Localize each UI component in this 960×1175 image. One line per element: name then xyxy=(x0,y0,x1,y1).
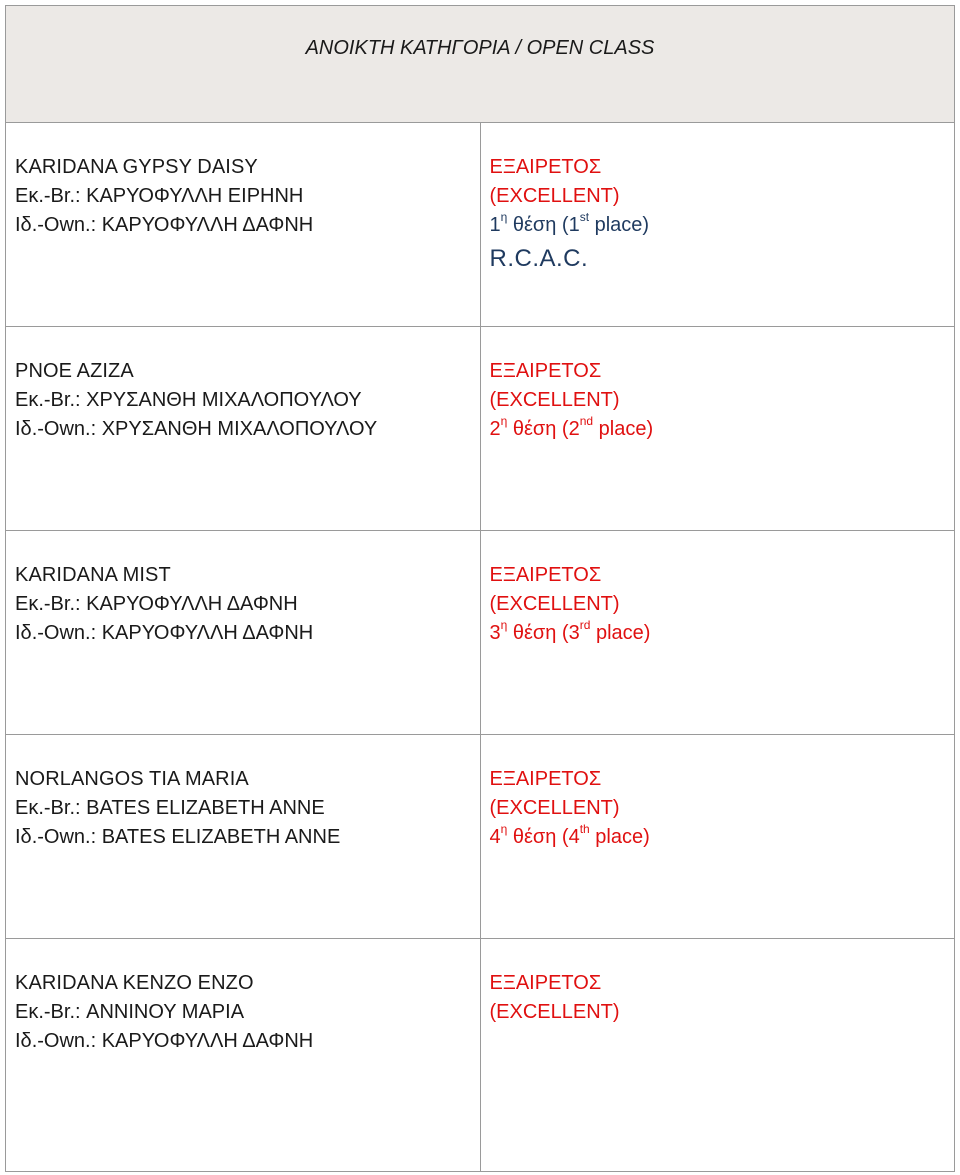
grade-greek: ΕΞΑΙΡΕΤΟΣ xyxy=(489,564,602,586)
place-suffix-greek: η xyxy=(500,414,508,429)
place-suffix-greek: η xyxy=(500,822,508,837)
placement xyxy=(490,415,955,444)
dog-info-cell xyxy=(6,123,481,327)
grade-english: (EXCELLENT) xyxy=(489,593,620,615)
owner-line: Ιδ.-Own.: ΧΡΥΣΑΝΘΗ ΜΙΧΑΛΟΠΟΥΛΟΥ xyxy=(15,418,378,440)
class-title: ΑΝΟΙΚΤΗ ΚΑΤΗΓΟΡΙΑ / OPEN CLASS xyxy=(305,36,655,59)
dog-name: KARIDANA MIST xyxy=(15,564,171,586)
place-number: 2 xyxy=(489,418,501,440)
table-row xyxy=(6,123,955,327)
table-row xyxy=(6,735,955,939)
breeder-line: Εκ.-Br.: ΑΝΝΙΝΟΥ ΜΑΡΙΑ xyxy=(15,1001,245,1023)
dog-info-cell xyxy=(6,327,481,531)
place-tail: place) xyxy=(593,418,654,440)
place-word: θέση (1 xyxy=(507,214,580,236)
result-cell xyxy=(480,327,955,531)
owner-line: Ιδ.-Own.: ΚΑΡΥΟΦΥΛΛΗ ΔΑΦΝΗ xyxy=(15,1030,314,1052)
place-suffix-english: st xyxy=(579,210,590,225)
dog-name: NORLANGOS TIA MARIA xyxy=(15,768,249,790)
place-tail: place) xyxy=(589,826,650,848)
table-row xyxy=(6,939,955,1172)
breeder-line: Εκ.-Br.: BATES ELIZABETH ANNE xyxy=(15,797,325,819)
result-cell xyxy=(480,123,955,327)
place-word: θέση (4 xyxy=(507,826,580,848)
table-row xyxy=(6,531,955,735)
grade-english: (EXCELLENT) xyxy=(489,389,620,411)
place-suffix-greek: η xyxy=(500,618,508,633)
award-title: R.C.A.C. xyxy=(489,245,589,272)
grade-english: (EXCELLENT) xyxy=(489,797,620,819)
placement xyxy=(490,823,955,852)
grade-greek: ΕΞΑΙΡΕΤΟΣ xyxy=(489,768,602,790)
place-word: θέση (3 xyxy=(507,622,580,644)
placement xyxy=(490,619,955,648)
place-suffix-english: th xyxy=(579,822,590,837)
dog-name: KARIDANA GYPSY DAISY xyxy=(15,156,258,178)
class-header xyxy=(6,6,955,123)
result-cell xyxy=(480,939,955,1172)
place-tail: place) xyxy=(589,214,650,236)
result-cell xyxy=(480,735,955,939)
result-cell xyxy=(480,531,955,735)
dog-info-cell xyxy=(6,939,481,1172)
place-suffix-greek: η xyxy=(500,210,508,225)
place-number: 3 xyxy=(489,622,501,644)
grade-greek: ΕΞΑΙΡΕΤΟΣ xyxy=(489,972,602,994)
owner-line: Ιδ.-Own.: ΚΑΡΥΟΦΥΛΛΗ ΔΑΦΝΗ xyxy=(15,214,314,236)
dog-info-cell xyxy=(6,735,481,939)
place-number: 4 xyxy=(489,826,501,848)
table-row xyxy=(6,327,955,531)
placement xyxy=(490,211,955,240)
grade-english: (EXCELLENT) xyxy=(489,185,620,207)
breeder-line: Εκ.-Br.: ΚΑΡΥΟΦΥΛΛΗ ΕΙΡΗΝΗ xyxy=(15,185,304,207)
dog-name: PNOE AZIZA xyxy=(15,360,134,382)
place-tail: place) xyxy=(590,622,651,644)
breeder-line: Εκ.-Br.: ΧΡΥΣΑΝΘΗ ΜΙΧΑΛΟΠΟΥΛΟΥ xyxy=(15,389,362,411)
place-word: θέση (2 xyxy=(507,418,580,440)
grade-greek: ΕΞΑΙΡΕΤΟΣ xyxy=(489,360,602,382)
owner-line: Ιδ.-Own.: ΚΑΡΥΟΦΥΛΛΗ ΔΑΦΝΗ xyxy=(15,622,314,644)
dog-name: KARIDANA KENZO ENZO xyxy=(15,972,254,994)
place-number: 1 xyxy=(489,214,501,236)
header-row xyxy=(6,6,955,123)
grade-greek: ΕΞΑΙΡΕΤΟΣ xyxy=(489,156,602,178)
breeder-line: Εκ.-Br.: ΚΑΡΥΟΦΥΛΛΗ ΔΑΦΝΗ xyxy=(15,593,298,615)
owner-line: Ιδ.-Own.: BATES ELIZABETH ANNE xyxy=(15,826,341,848)
place-suffix-english: rd xyxy=(579,618,591,633)
place-suffix-english: nd xyxy=(579,414,594,429)
results-table xyxy=(5,5,955,1172)
grade-english: (EXCELLENT) xyxy=(489,1001,620,1023)
dog-info-cell xyxy=(6,531,481,735)
